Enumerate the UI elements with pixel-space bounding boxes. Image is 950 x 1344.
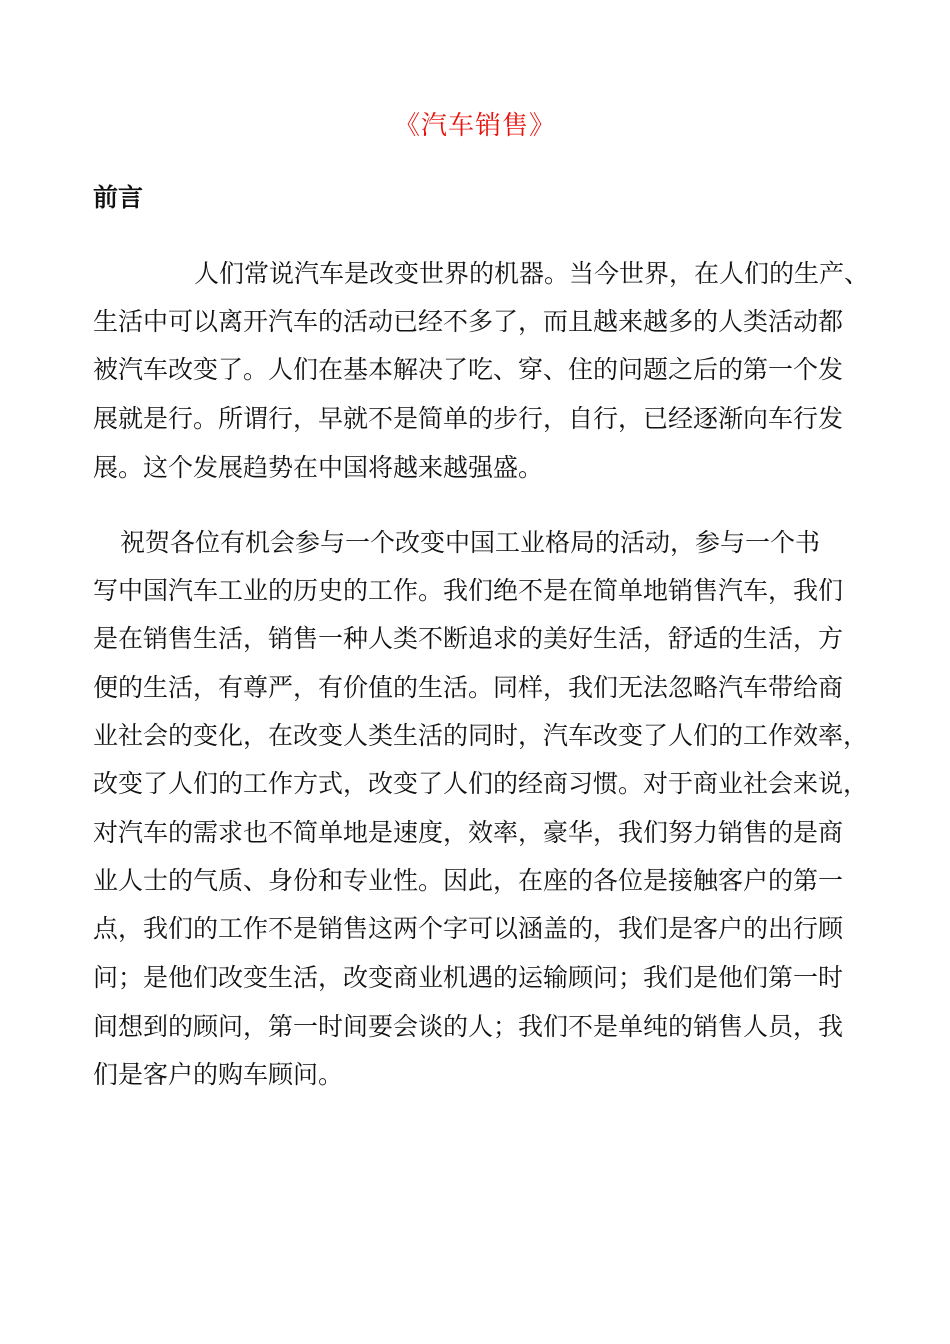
paragraph-line: 改变了人们的工作方式，改变了人们的经商习惯。对于商业社会来说， [93,769,869,798]
paragraph-line: 对汽车的需求也不简单地是速度，效率，豪华，我们努力销售的是商 [93,818,844,847]
paragraph-line: 们是客户的购车顾问。 [93,1060,344,1089]
paragraph-line: 业人士的气质、身份和专业性。因此，在座的各位是接触客户的第一 [93,866,844,895]
paragraph-line: 点，我们的工作不是销售这两个字可以涵盖的，我们是客户的出行顾 [93,914,844,943]
paragraph-line: 被汽车改变了。人们在基本解决了吃、穿、住的问题之后的第一个发 [93,355,844,384]
paragraph-line: 业社会的变化，在改变人类生活的同时，汽车改变了人们的工作效率， [93,721,869,750]
paragraph-line: 问；是他们改变生活，改变商业机遇的运输顾问；我们是他们第一时 [93,963,844,992]
paragraph-line: 写中国汽车工业的历史的工作。我们绝不是在简单地销售汽车，我们 [93,576,844,605]
section-heading: 前言 [93,183,144,212]
paragraph-line: 展。这个发展趋势在中国将越来越强盛。 [93,453,544,482]
paragraph-line: 人们常说汽车是改变世界的机器。当今世界，在人们的生产、 [194,259,870,288]
paragraph-line: 是在销售生活，销售一种人类不断追求的美好生活，舒适的生活，方 [93,624,844,653]
paragraph-line: 间想到的顾问，第一时间要会谈的人；我们不是单纯的销售人员，我 [93,1012,844,1041]
paragraph-line: 祝贺各位有机会参与一个改变中国工业格局的活动，参与一个书 [120,528,821,557]
paragraph-line: 展就是行。所谓行，早就不是简单的步行，自行，已经逐渐向车行发 [93,404,844,433]
paragraph-line: 便的生活，有尊严，有价值的生活。同样，我们无法忽略汽车带给商 [93,673,844,702]
paragraph-line: 生活中可以离开汽车的活动已经不多了，而且越来越多的人类活动都 [93,307,844,336]
document-title: 《汽车销售》 [393,111,556,141]
